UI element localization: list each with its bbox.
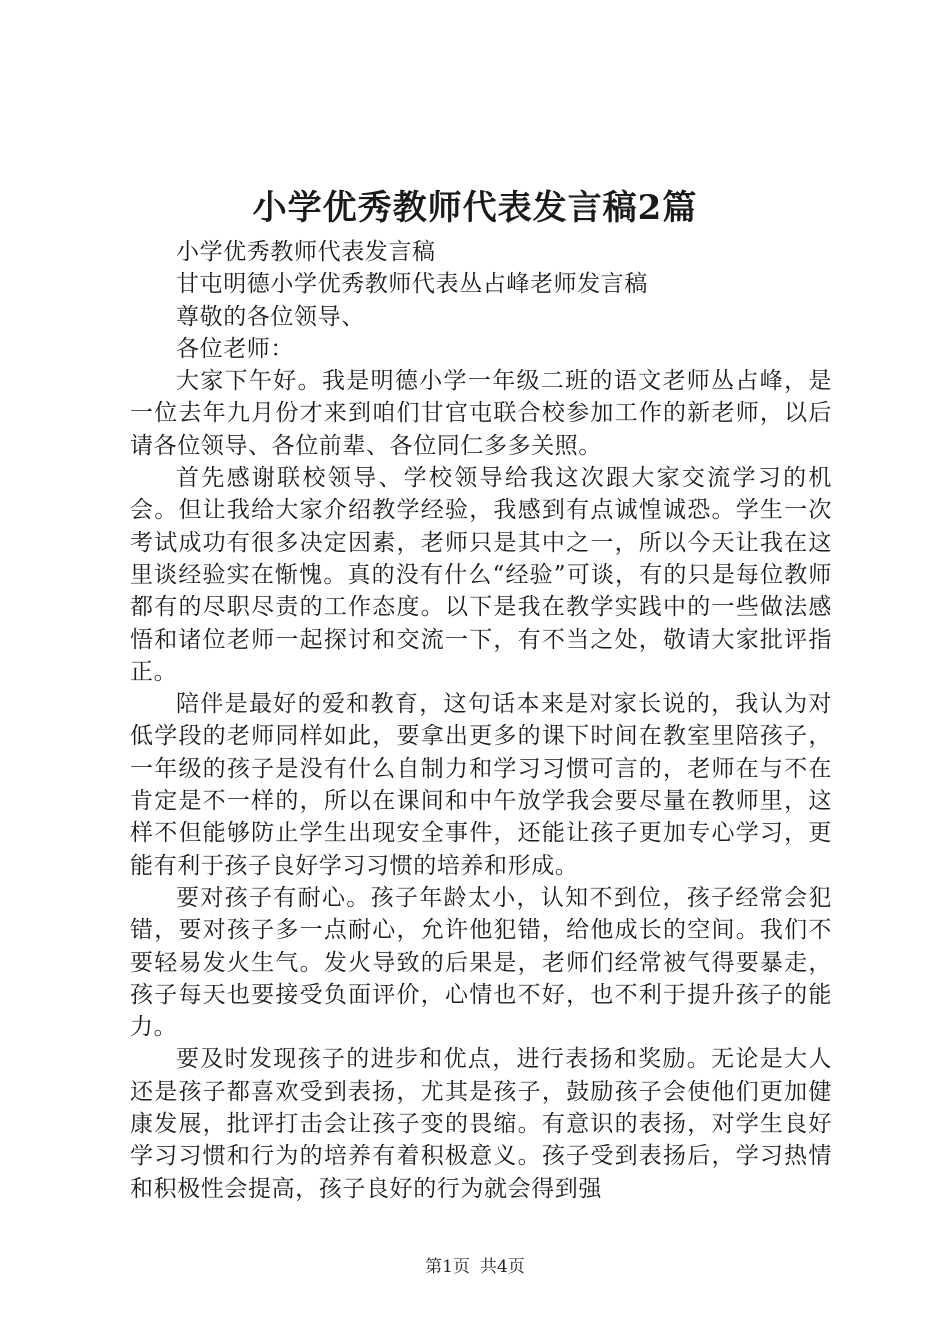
paragraph: 首先感谢联校领导、学校领导给我这次跟大家交流学习的机会。但让我给大家介绍教学经验，我感到有点诚惶诚恐。学生一次考试成功有很多决定因素，老师只是其中之一，所以今天让我在这里谈经验实在惭愧。真的没有什么“经验”可谈，有的只是每位教师都有的尽职尽责的工作态度。以下是我在教学实践中的一些做法感悟和诸位老师一起探讨和交流一下，有不当之处，敬请大家批评指正。 bbox=[130, 465, 832, 685]
paragraph: 陪伴是最好的爱和教育，这句话本来是对家长说的，我认为对低学段的老师同样如此，要拿出更多的课下时间在教室里陪孩子，一年级的孩子是没有什么自制力和学习习惯可言的，老师在与不在肯定是不一样的，所以在课间和中午放学我会要尽量在教师里，这样不但能够防止学生出现安全事件，还能让孩子更加专心学习，更能有利于孩子良好学习习惯的培养和形成。 bbox=[130, 691, 832, 879]
page-number: 第1页 bbox=[425, 1257, 470, 1277]
document-title: 小学优秀教师代表发言稿2篇 bbox=[252, 188, 698, 228]
paragraph: 大家下午好。我是明德小学一年级二班的语文老师丛占峰，是一位去年九月份才来到咱们甘官屯联合校参加工作的新老师，以后请各位领导、各位前辈、各位同仁多多关照。 bbox=[130, 368, 832, 459]
speaker-line: 甘屯明德小学优秀教师代表丛占峰老师发言稿 bbox=[176, 271, 648, 298]
salutation-leaders: 尊敬的各位领导、 bbox=[176, 303, 365, 330]
salutation-teachers: 各位老师： bbox=[176, 335, 294, 362]
document-body bbox=[130, 236, 832, 1205]
paragraph: 要对孩子有耐心。孩子年龄太小，认知不到位，孩子经常会犯错，要对孩子多一点耐心，允许他犯错，给他成长的空间。我们不要轻易发火生气。发火导致的后果是，老师们经常被气得要暴走，孩子每天也要接受负面评价，心情也不好，也不利于提升孩子的能力。 bbox=[130, 884, 832, 1041]
page-footer bbox=[0, 1256, 950, 1278]
page-total: 共4页 bbox=[480, 1257, 525, 1277]
subtitle-line: 小学优秀教师代表发言稿 bbox=[176, 239, 436, 265]
paragraph: 要及时发现孩子的进步和优点，进行表扬和奖励。无论是大人还是孩子都喜欢受到表扬，尤其是孩子，鼓励孩子会使他们更加健康发展，批评打击会让孩子变的畏缩。有意识的表扬，对学生良好学习习惯和行为的培养有着积极意义。孩子受到表扬后，学习热情和积极性会提高，孩子良好的行为就会得到强 bbox=[130, 1046, 832, 1202]
